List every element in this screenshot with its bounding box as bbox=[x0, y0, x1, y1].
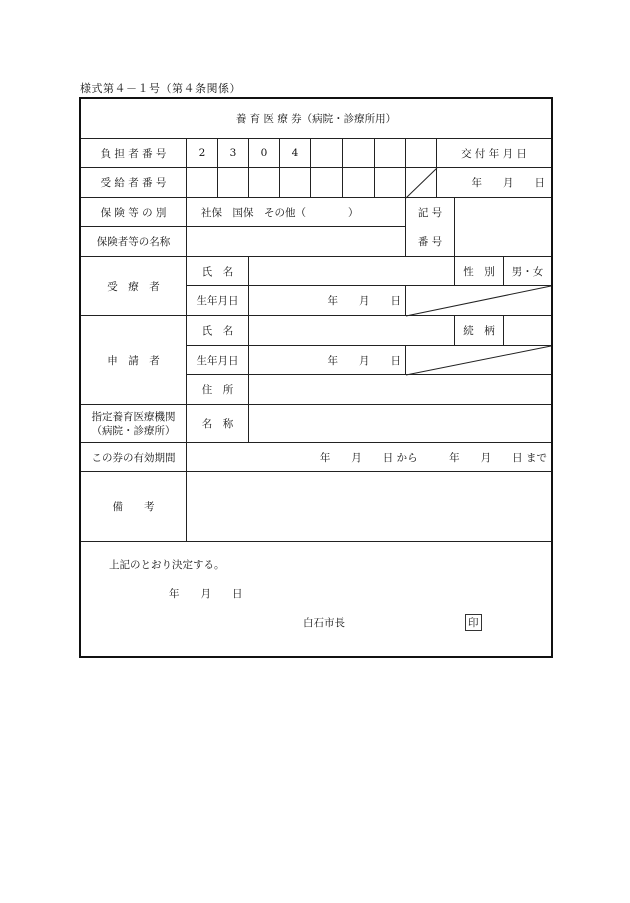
recipient-digit-cell[interactable] bbox=[187, 168, 218, 198]
seal-mark: 印 bbox=[465, 614, 482, 631]
insurer-name-label: 保険者等の名称 bbox=[81, 227, 187, 257]
applicant-name-label: 氏 名 bbox=[187, 316, 249, 346]
burden-digit-cell[interactable] bbox=[406, 139, 437, 168]
form-number: 様式第４－１号（第４条関係） bbox=[80, 82, 241, 95]
recipient-digit-cell[interactable] bbox=[280, 168, 311, 198]
decision-text: 上記のとおり決定する。 bbox=[109, 559, 225, 571]
burden-digit-cell[interactable] bbox=[311, 139, 343, 168]
decision-date[interactable]: 年 月 日 bbox=[169, 588, 243, 600]
patient-name-value[interactable] bbox=[249, 257, 455, 286]
burden-digit-cell[interactable]: 4 bbox=[280, 139, 311, 168]
patient-dob-label: 生年月日 bbox=[187, 286, 249, 316]
applicant-relation-label: 続 柄 bbox=[455, 316, 504, 346]
institution-name-value[interactable] bbox=[249, 405, 551, 443]
burden-digit-cell[interactable]: 2 bbox=[187, 139, 218, 168]
bango-label: 番 号 bbox=[406, 227, 455, 257]
official-seal bbox=[465, 614, 482, 631]
insurance-type-label: 保 険 等 の 別 bbox=[81, 198, 187, 227]
patient-sex-label: 性 別 bbox=[455, 257, 504, 286]
burden-digit-cell[interactable] bbox=[375, 139, 406, 168]
applicant-name-value[interactable] bbox=[249, 316, 455, 346]
issue-date-value[interactable]: 年 月 日 bbox=[437, 168, 551, 198]
mayor-name: 白石市長 bbox=[303, 617, 345, 629]
recipient-digit-cell[interactable] bbox=[311, 168, 343, 198]
recipient-number-label: 受 給 者 番 号 bbox=[81, 168, 187, 198]
validity-label: この券の有効期間 bbox=[81, 443, 187, 472]
applicant-address-value[interactable] bbox=[249, 375, 551, 405]
recipient-digit-cell[interactable] bbox=[375, 168, 406, 198]
applicant-relation-value[interactable] bbox=[504, 316, 551, 346]
recipient-digit-cell[interactable] bbox=[249, 168, 280, 198]
institution-label-line2: （病院・診療所） bbox=[91, 424, 176, 437]
recipient-digit-cell[interactable] bbox=[343, 168, 375, 198]
insurer-name-value[interactable] bbox=[187, 227, 406, 257]
patient-name-label: 氏 名 bbox=[187, 257, 249, 286]
bango-value[interactable] bbox=[455, 227, 551, 257]
patient-section-label: 受 療 者 bbox=[81, 257, 187, 316]
recipient-slashed-cell bbox=[406, 168, 437, 198]
applicant-slashed-cell bbox=[406, 346, 551, 375]
burden-digit-cell[interactable]: 0 bbox=[249, 139, 280, 168]
applicant-dob-label: 生年月日 bbox=[187, 346, 249, 375]
kigo-value[interactable] bbox=[455, 198, 551, 227]
remarks-label: 備 考 bbox=[81, 472, 187, 542]
patient-sex-value[interactable]: 男・女 bbox=[504, 257, 551, 286]
institution-label bbox=[81, 405, 187, 443]
validity-value[interactable]: 年 月 日 から 年 月 日 まで bbox=[187, 443, 551, 472]
applicant-section-label: 申 請 者 bbox=[81, 316, 187, 405]
burden-number-label: 負 担 者 番 号 bbox=[81, 139, 187, 168]
issue-date-label: 交 付 年 月 日 bbox=[437, 139, 551, 168]
insurance-type-options[interactable]: 社保 国保 その他（ ） bbox=[187, 198, 406, 227]
kigo-label: 記 号 bbox=[406, 198, 455, 227]
applicant-dob-value[interactable]: 年 月 日 bbox=[249, 346, 406, 375]
recipient-digit-cell[interactable] bbox=[218, 168, 249, 198]
patient-dob-value[interactable]: 年 月 日 bbox=[249, 286, 406, 316]
burden-digit-cell[interactable]: 3 bbox=[218, 139, 249, 168]
form-title: 養 育 医 療 券（病院・診療所用） bbox=[81, 99, 551, 139]
patient-slashed-cell bbox=[406, 286, 551, 316]
medical-care-voucher-form bbox=[79, 97, 553, 658]
remarks-value[interactable] bbox=[187, 472, 551, 542]
institution-name-label: 名 称 bbox=[187, 405, 249, 443]
burden-digit-cell[interactable] bbox=[343, 139, 375, 168]
applicant-address-label: 住 所 bbox=[187, 375, 249, 405]
institution-label-line1: 指定養育医療機関 bbox=[91, 410, 176, 423]
